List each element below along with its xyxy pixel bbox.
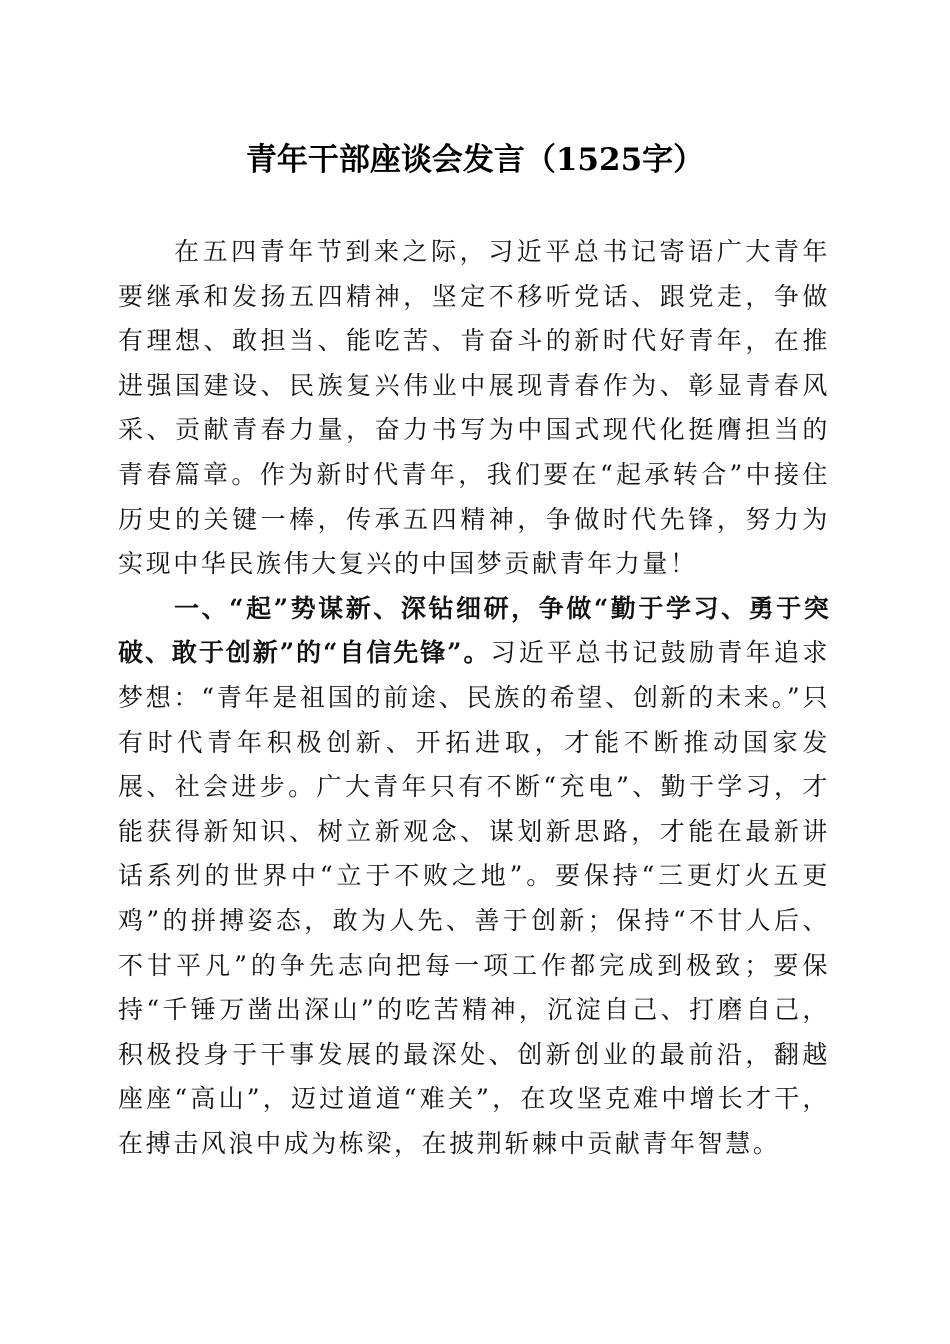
paragraph-text: 在五四青年节到来之际，习近平总书记寄语广大青年要继承和发扬五四精神，坚定不移听党话、跟党走，争做有理想、敢担当、能吃苦、肯奋斗的新时代好青年，在推进强国建设、民族复兴伟业中展现青春作为、彰显青春风采、贡献青春力量，奋力书写为中国式现代化挺膺担当的青春篇章。作为新时代青年，我们要在“起承转合”中接住历史的关键一棒，传承五四精神，争做时代先锋，努力为实现中华民族伟大复兴的中国梦贡献青年力量！ (118, 237, 830, 579)
document-title: 青年干部座谈会发言（1525字） (245, 142, 705, 178)
paragraph-section-one (118, 587, 830, 1167)
paragraph-text: 习近平总书记鼓励青年追求梦想：“青年是祖国的前途、民族的希望、创新的未来。”只有时代青年积极创新、开拓进取，才能不断推动国家发展、社会进步。广大青年只有不断“充电”、勤于学习，才能获得新知识、树立新观念、谋划新思路，才能在最新讲话系列的世界中“立于不败之地”。要保持“三更灯火五更鸡”的拼搏姿态，敢为人先、善于创新；保持“不甘人后、不甘平凡”的争先志向把每一项工作都完成到极致；要保持“千锤万凿出深山”的吃苦精神，沉淀自己、打磨自己，积极投身于干事发展的最深处、创新创业的最前沿，翻越座座“高山”，迈过道道“难关”，在攻坚克难中增长才干，在搏击风浪中成为栋梁，在披荆斩棘中贡献青年智慧。 (118, 638, 830, 1158)
paragraph-intro (118, 230, 830, 587)
section-heading: 一、“起”势谋新、深钻细研，争做“勤于学习、勇于突破、敢于创新”的“自信先锋”。 (118, 593, 830, 668)
document-body (118, 230, 830, 1166)
